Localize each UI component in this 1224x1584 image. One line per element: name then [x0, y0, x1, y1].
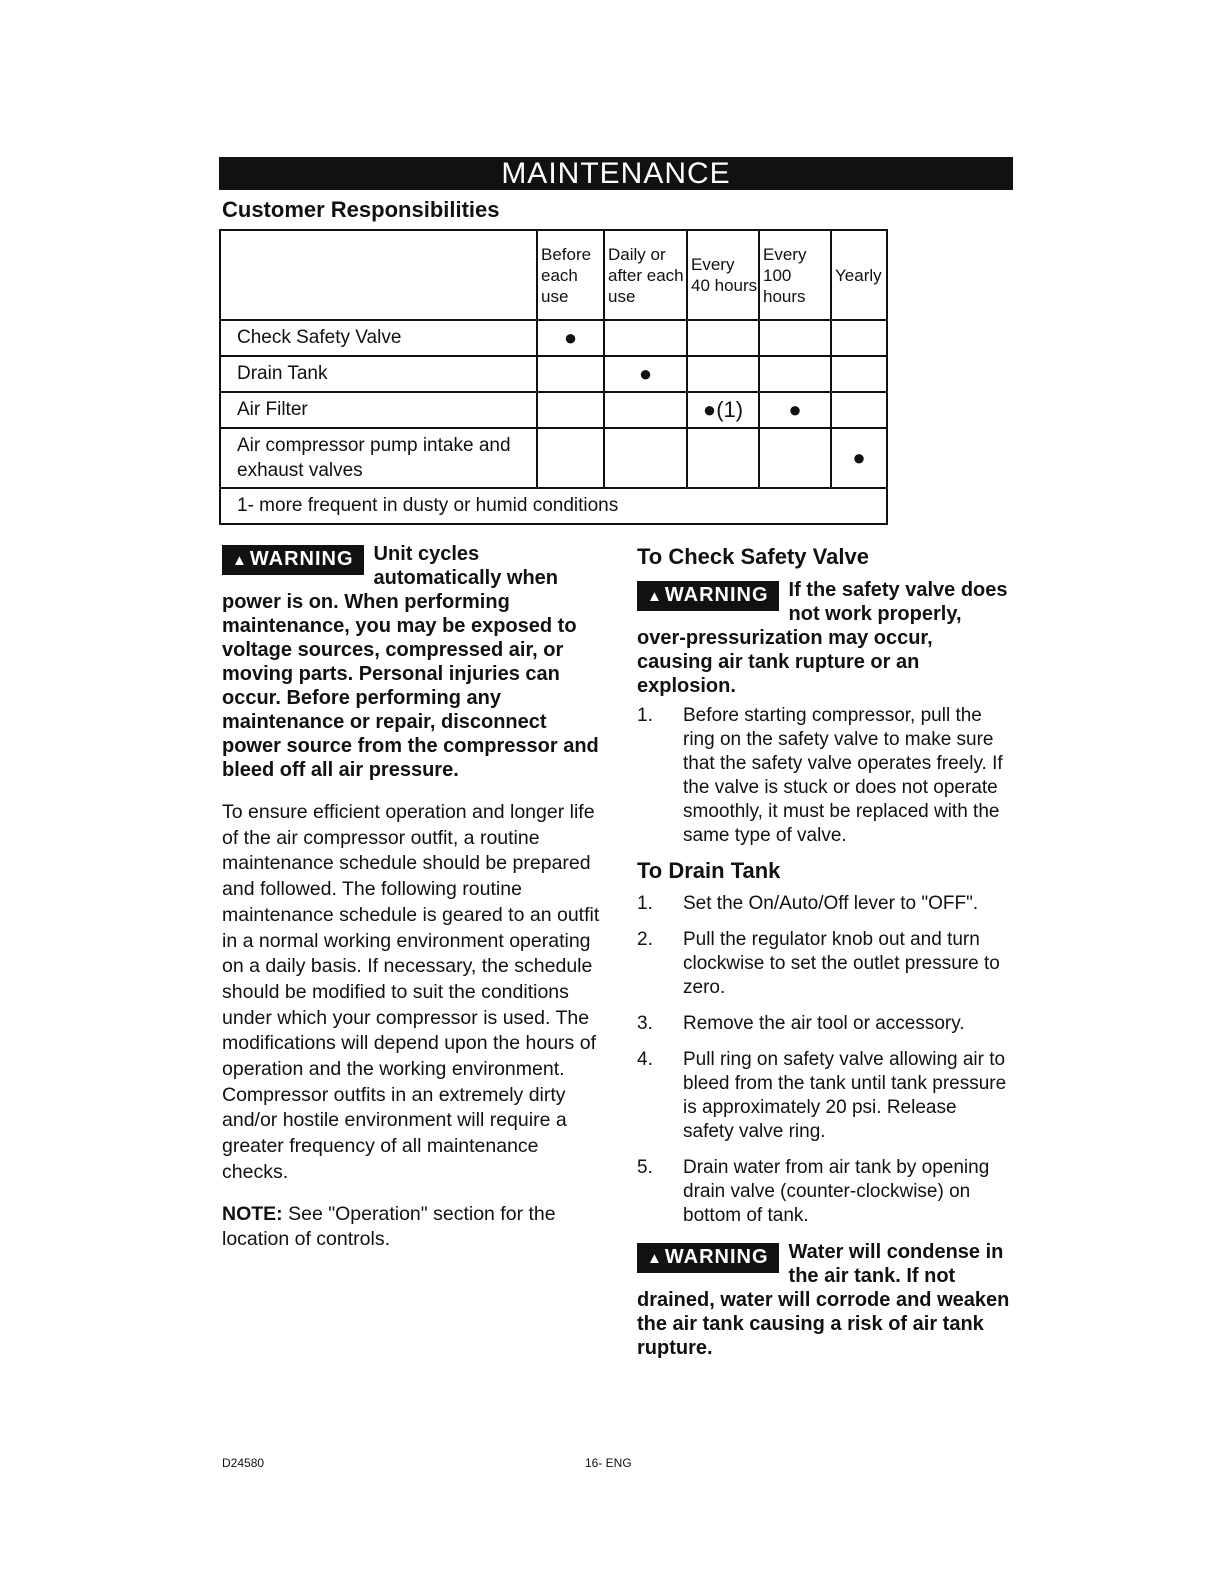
task-name: Air compressor pump intake and exhaust valves [220, 428, 537, 488]
table-footnote-row [220, 488, 887, 524]
warning-block [222, 542, 602, 782]
list-item [637, 928, 1012, 1000]
list-item [637, 704, 1012, 848]
task-name: Drain Tank [220, 356, 537, 392]
drain-steps-list [637, 892, 1012, 1228]
table-header-cell: Every 100 hours [759, 230, 831, 320]
step-number: 1. [637, 893, 653, 914]
step-number: 4. [637, 1049, 653, 1070]
warning-label: WARNING [664, 584, 769, 606]
schedule-mark [759, 428, 831, 488]
step-number: 5. [637, 1157, 653, 1178]
warning-triangle-icon: ▲ [647, 588, 663, 605]
schedule-mark [687, 428, 759, 488]
table-header-row [220, 230, 887, 320]
warning-badge [637, 581, 779, 611]
table-header-cell [220, 230, 537, 320]
schedule-mark [759, 320, 831, 356]
page-number: 16- ENG [585, 1456, 632, 1470]
warning-badge [637, 1243, 779, 1273]
warning-text: Unit cycles automatically when power is on. When performing maintenance, you may be exposed to voltage sources, compressed air, or moving parts. Personal injuries can occur. Before performing any maintenance or repair, disconnect power source from the compressor and bleed off all air pressure. [222, 543, 599, 781]
schedule-mark: ● [537, 320, 604, 356]
maintenance-schedule-table [219, 229, 888, 525]
table-header-cell: Before each use [537, 230, 604, 320]
section-banner: MAINTENANCE [219, 157, 1013, 190]
schedule-mark [687, 356, 759, 392]
step-text: Set the On/Auto/Off lever to "OFF". [683, 893, 979, 914]
right-column [637, 542, 1012, 1360]
warning-label: WARNING [664, 1246, 769, 1268]
note-label: NOTE: [222, 1202, 283, 1225]
table-footnote: 1- more frequent in dusty or humid conditions [220, 488, 887, 524]
schedule-mark [831, 320, 887, 356]
schedule-mark: ● [604, 356, 687, 392]
list-item [637, 1156, 1012, 1228]
table-row [220, 392, 887, 428]
water-warning-block [637, 1240, 1012, 1360]
step-text: Pull ring on safety valve allowing air to bleed from the tank until tank pressure is approximately 20 psi. Release safety valve ring. [683, 1049, 1007, 1142]
schedule-mark [831, 392, 887, 428]
note-paragraph [222, 1202, 602, 1252]
step-number: 3. [637, 1013, 653, 1034]
schedule-mark: ● [759, 392, 831, 428]
step-text: Drain water from air tank by opening drain valve (counter-clockwise) on bottom of tank. [683, 1157, 990, 1226]
section-subtitle: Customer Responsibilities [222, 197, 500, 222]
warning-triangle-icon: ▲ [232, 552, 248, 569]
table-header-cell: Daily or after each use [604, 230, 687, 320]
drain-tank-heading: To Drain Tank [637, 858, 781, 883]
document-code: D24580 [222, 1456, 265, 1470]
step-text: Pull the regulator knob out and turn clockwise to set the outlet pressure to zero. [683, 929, 1000, 998]
warning-triangle-icon: ▲ [647, 1250, 663, 1267]
task-name: Air Filter [220, 392, 537, 428]
schedule-mark: ●(1) [687, 392, 759, 428]
list-item [637, 1012, 1012, 1036]
schedule-mark [604, 428, 687, 488]
step-number: 2. [637, 929, 653, 950]
table-header-cell: Every 40 hours [687, 230, 759, 320]
schedule-mark [537, 356, 604, 392]
table-row [220, 356, 887, 392]
schedule-mark [687, 320, 759, 356]
table-row [220, 428, 887, 488]
schedule-mark [759, 356, 831, 392]
body-paragraph: To ensure efficient operation and longer life of the air compressor outfit, a routine maintenance schedule should be prepared and followed. The following routine maintenance schedule is geared to an outfit in a normal working environment operating on a daily basis. If necessary, the schedule should be modified to suit the conditions under which your compressor is used. The modifications will depend upon the hours of operation and the working environment. Compressor outfits in an extremely dirty and/or hostile environment will require a greater frequency of all maintenance checks. [222, 801, 600, 1183]
step-text: Before starting compressor, pull the ring on the safety valve to make sure that the safety valve operates freely. If the valve is stuck or does not operate smoothly, it must be replaced with the same type of valve. [683, 705, 1003, 846]
step-text: Remove the air tool or accessory. [683, 1013, 965, 1034]
schedule-mark [537, 428, 604, 488]
schedule-mark [604, 392, 687, 428]
task-name: Check Safety Valve [220, 320, 537, 356]
left-column [222, 542, 602, 1252]
step-number: 1. [637, 705, 653, 726]
list-item [637, 892, 1012, 916]
warning-label: WARNING [249, 548, 354, 570]
schedule-mark [604, 320, 687, 356]
warning-badge [222, 545, 364, 575]
note-text: See "Operation" section for the location of controls. [222, 1202, 556, 1250]
list-item [637, 1048, 1012, 1144]
warning-text: Water will condense in the air tank. If not drained, water will corrode and weaken the air tank causing a risk of air tank rupture. [637, 1241, 1010, 1359]
table-row [220, 320, 887, 356]
schedule-mark [537, 392, 604, 428]
safety-warning-block [637, 578, 1012, 698]
schedule-mark [831, 356, 887, 392]
schedule-mark: ● [831, 428, 887, 488]
safety-steps-list [637, 704, 1012, 848]
safety-valve-heading: To Check Safety Valve [637, 544, 869, 569]
table-header-cell: Yearly [831, 230, 887, 320]
warning-text: If the safety valve does not work properly, over-pressurization may occur, causing air tank rupture or an explosion. [637, 579, 1008, 697]
